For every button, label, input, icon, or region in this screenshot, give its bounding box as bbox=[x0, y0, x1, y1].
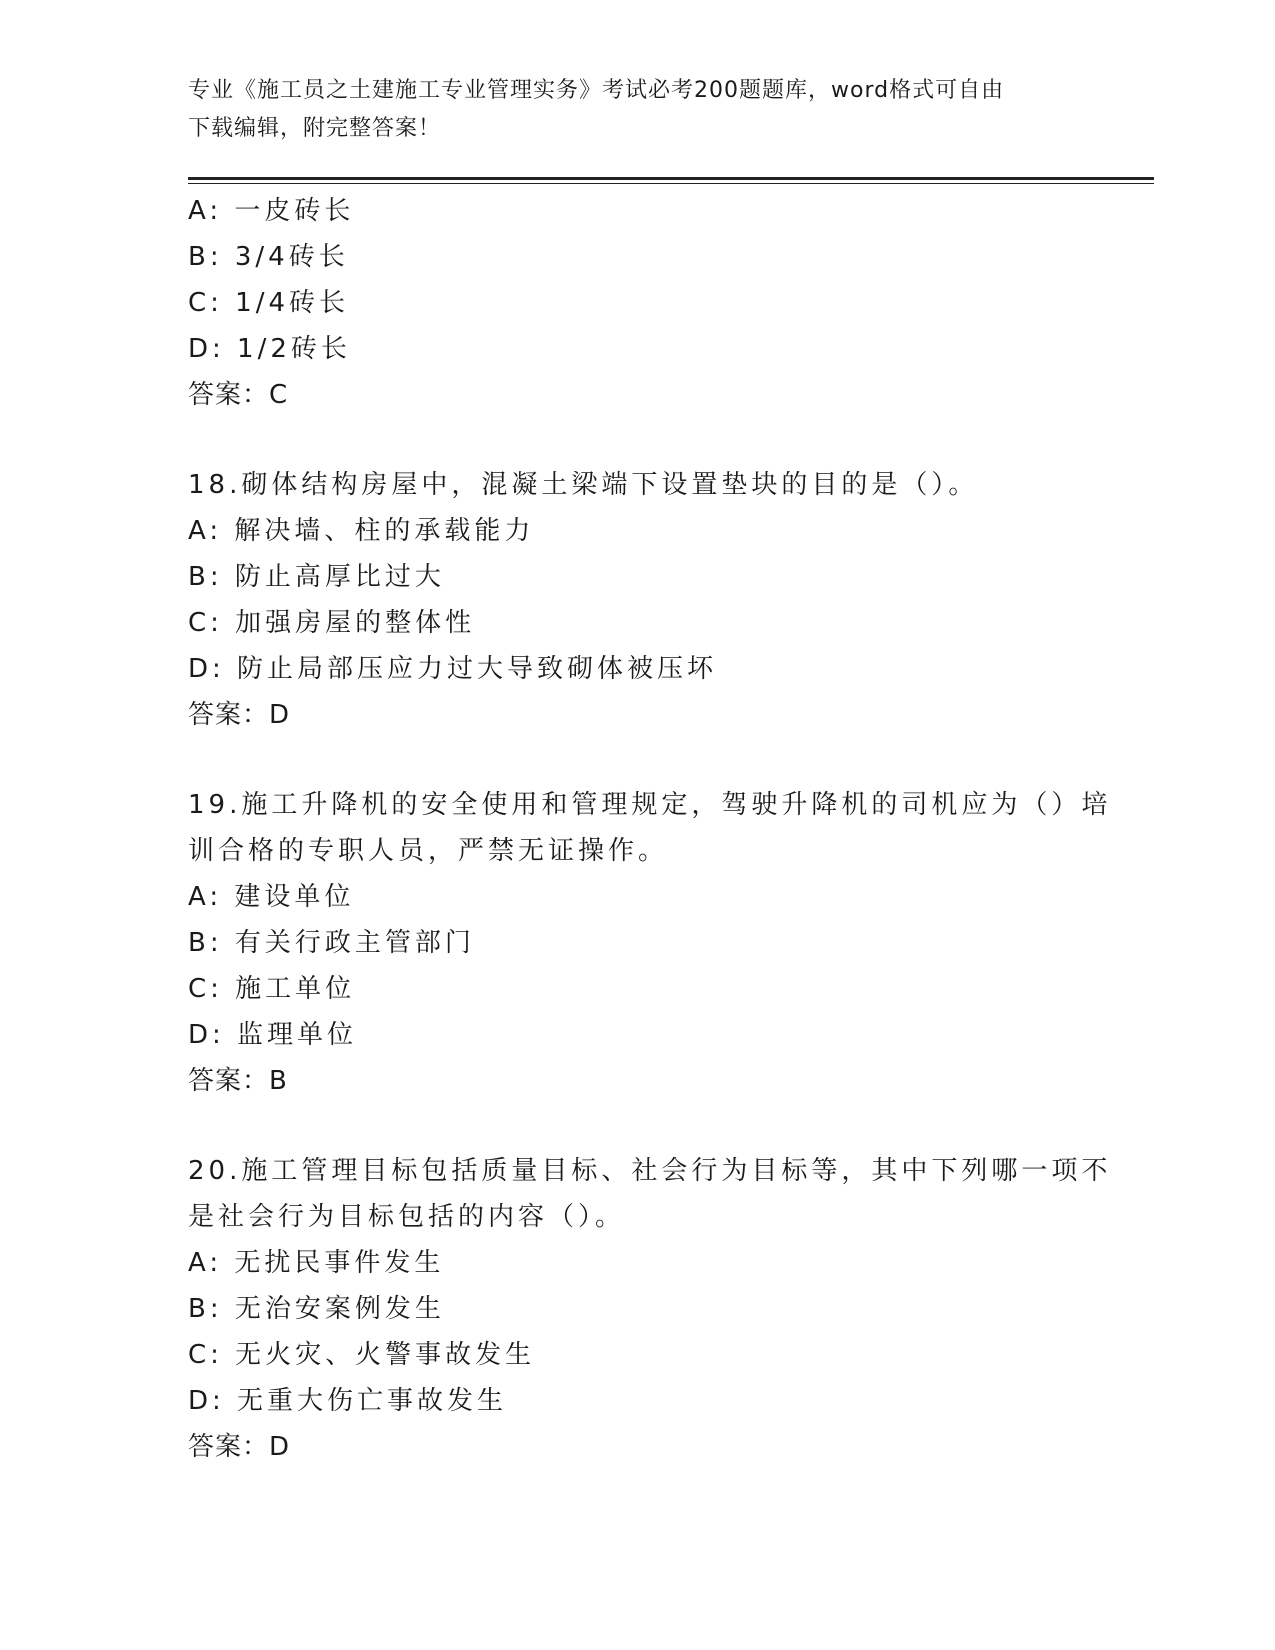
header-line-2: 下载编辑，附完整答案！ bbox=[188, 116, 442, 141]
option-c: C: 无火灾、火警事故发生 bbox=[188, 1340, 536, 1370]
option-c: C: 加强房屋的整体性 bbox=[188, 608, 476, 638]
question-text-line-2: 是社会行为目标包括的内容（）。 bbox=[188, 1202, 626, 1232]
option-d: D: 监理单位 bbox=[188, 1020, 358, 1050]
option-a: A: 一皮砖长 bbox=[188, 196, 355, 226]
question-text-line-1: 19.施工升降机的安全使用和管理规定，驾驶升降机的司机应为（）培 bbox=[188, 790, 1112, 820]
option-b: B: 有关行政主管部门 bbox=[188, 928, 475, 958]
question-spacer bbox=[188, 738, 1088, 782]
option-c: C: 施工单位 bbox=[188, 974, 356, 1004]
question-20 bbox=[188, 1148, 1112, 1470]
answer: 答案：C bbox=[188, 380, 289, 410]
header-divider-thick bbox=[188, 177, 1154, 180]
answer: 答案：D bbox=[188, 700, 291, 730]
question-19 bbox=[188, 782, 1112, 1104]
header-line-1: 专业《施工员之土建施工专业管理实务》考试必考200题题库，word格式可自由 bbox=[188, 78, 1005, 103]
answer: 答案：B bbox=[188, 1066, 288, 1096]
question-list bbox=[188, 188, 1112, 1470]
question-18 bbox=[188, 462, 1088, 738]
option-a: A: 建设单位 bbox=[188, 882, 355, 912]
question-text-line-1: 20.施工管理目标包括质量目标、社会行为目标等，其中下列哪一项不 bbox=[188, 1156, 1112, 1186]
option-a: A: 无扰民事件发生 bbox=[188, 1248, 445, 1278]
question-spacer bbox=[188, 1104, 1088, 1148]
question-text-line-2: 训合格的专职人员，严禁无证操作。 bbox=[188, 836, 669, 866]
option-c: C: 1/4砖长 bbox=[188, 288, 350, 318]
question-17 bbox=[188, 188, 1088, 418]
option-d: D: 防止局部压应力过大导致砌体被压坏 bbox=[188, 654, 718, 684]
document-header bbox=[188, 72, 1088, 148]
option-b: B: 无治安案例发生 bbox=[188, 1294, 445, 1324]
question-spacer bbox=[188, 418, 1088, 462]
option-a: A: 解决墙、柱的承载能力 bbox=[188, 516, 535, 546]
option-b: B: 3/4砖长 bbox=[188, 242, 349, 272]
header-divider-thin bbox=[188, 183, 1154, 184]
question-text: 18.砌体结构房屋中，混凝土梁端下设置垫块的目的是（）。 bbox=[188, 470, 979, 500]
answer: 答案：D bbox=[188, 1432, 291, 1462]
option-d: D: 无重大伤亡事故发生 bbox=[188, 1386, 508, 1416]
option-b: B: 防止高厚比过大 bbox=[188, 562, 445, 592]
option-d: D: 1/2砖长 bbox=[188, 334, 351, 364]
